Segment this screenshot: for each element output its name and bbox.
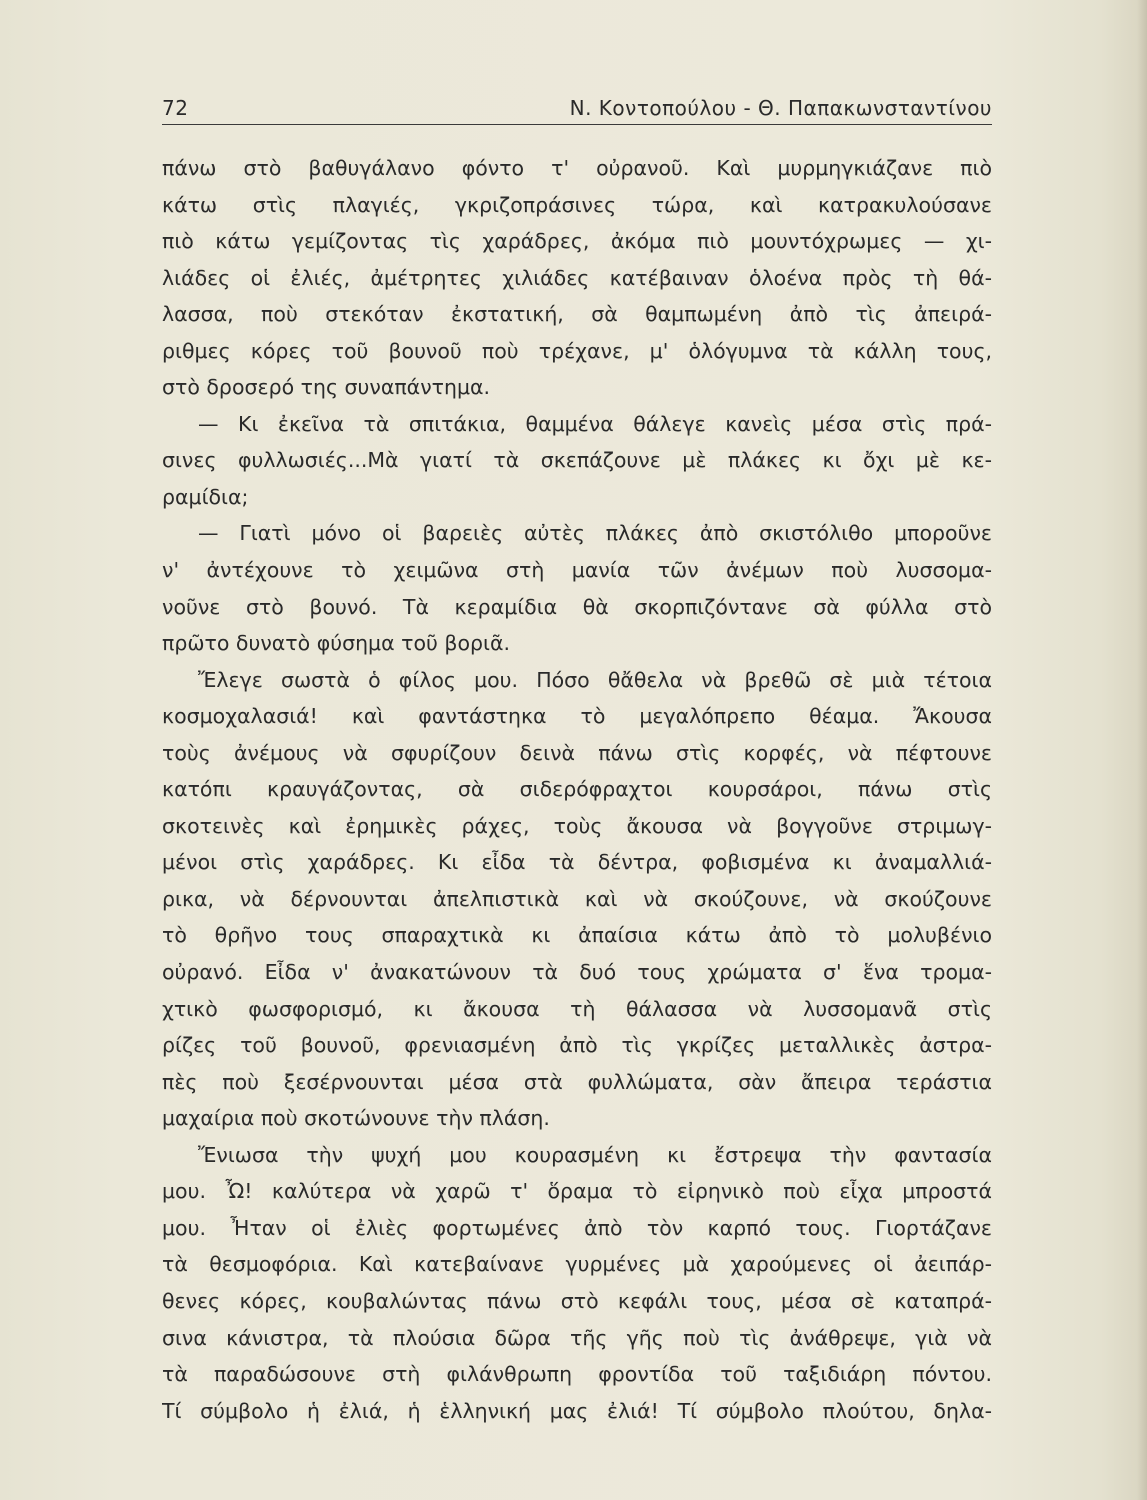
text-line: οὐρανό. Εἶδα ν' ἀνακατώνουν τὰ δυό τους χρώματα σ' ἕνα τρομα- bbox=[162, 960, 992, 985]
text-line: Τί σύμβολο ἡ ἐλιά, ἡ ἑλληνική μας ἐλιά! Τί σύμβολο πλούτου, δηλα- bbox=[162, 1398, 992, 1423]
text-line: τὸ θρῆνο τους σπαραχτικὰ κι ἀπαίσια κάτω ἀπὸ τὸ μολυβένιο bbox=[162, 923, 992, 948]
text-line: σινα κάνιστρα, τὰ πλούσια δῶρα τῆς γῆς ποὺ τὶς ἀνάθρεψε, γιὰ νὰ bbox=[162, 1325, 992, 1350]
text-line: πάνω στὸ βαθυγάλανο φόντο τ' οὐρανοῦ. Καὶ μυρμηγκιάζανε πιὸ bbox=[162, 156, 992, 180]
text-line: θενες κόρες, κουβαλώντας πάνω στὸ κεφάλι τους, μέσα σὲ καταπρά- bbox=[162, 1288, 992, 1313]
text-line: τοὺς ἀνέμους νὰ σφυρίζουν δεινὰ πάνω στὶς κορφές, νὰ πέφτουνε bbox=[162, 740, 992, 765]
page-number: 72 bbox=[162, 96, 189, 120]
text-line: — Γιατὶ μόνο οἱ βαρειὲς αὐτὲς πλάκες ἀπὸ σκιστόλιθο μποροῦνε bbox=[198, 521, 992, 546]
text-line: πὲς ποὺ ξεσέρνουνται μέσα στὰ φυλλώματα, σὰν ἄπειρα τεράστια bbox=[162, 1069, 992, 1094]
running-title: Ν. Κοντοπούλου - Θ. Παπακωνσταντίνου bbox=[569, 96, 992, 120]
text-line: Ἔνιωσα τὴν ψυχή μου κουρασμένη κι ἔστρεψα τὴν φαντασία bbox=[198, 1142, 992, 1167]
body-text bbox=[162, 150, 992, 1429]
text-line: ν' ἀντέχουνε τὸ χειμῶνα στὴ μανία τῶν ἀνέμων ποὺ λυσσομα- bbox=[162, 558, 992, 583]
text-line: — Κι ἐκεῖνα τὰ σπιτάκια, θαμμένα θάλεγε κανεὶς μέσα στὶς πρά- bbox=[198, 411, 992, 436]
text-line: Ἔλεγε σωστὰ ὁ φίλος μου. Πόσο θἄθελα νὰ βρεθῶ σὲ μιὰ τέτοια bbox=[198, 667, 992, 692]
text-line: μου. Ἦταν οἱ ἐλιὲς φορτωμένες ἀπὸ τὸν καρπό τους. Γιορτάζανε bbox=[162, 1215, 992, 1240]
text-line: τὰ θεσμοφόρια. Καὶ κατεβαίνανε γυρμένες μὰ χαρούμενες οἱ ἀειπάρ- bbox=[162, 1252, 992, 1277]
text-line: ριθμες κόρες τοῦ βουνοῦ ποὺ τρέχανε, μ' ὁλόγυμνα τὰ κάλλη τους, bbox=[162, 338, 992, 363]
text-line: ρίζες τοῦ βουνοῦ, φρενιασμένη ἀπὸ τὶς γκρίζες μεταλλικὲς ἀστρα- bbox=[162, 1033, 992, 1058]
text-line: λιάδες οἱ ἐλιές, ἀμέτρητες χιλιάδες κατέβαιναν ὁλοένα πρὸς τὴ θά- bbox=[162, 265, 992, 290]
text-line: μένοι στὶς χαράδρες. Κι εἶδα τὰ δέντρα, φοβισμένα κι ἀναμαλλιά- bbox=[162, 850, 992, 875]
text-line: πιὸ κάτω γεμίζοντας τὶς χαράδρες, ἀκόμα πιὸ μουντόχρωμες — χι- bbox=[162, 229, 992, 254]
text-line: στὸ δροσερό της συναπάντημα. bbox=[162, 375, 491, 400]
text-line: κοσμοχαλασιά! καὶ φαντάστηκα τὸ μεγαλόπρεπο θέαμα. Ἄκουσα bbox=[162, 704, 992, 729]
text-line: κάτω στὶς πλαγιές, γκριζοπράσινες τώρα, καὶ κατρακυλούσανε bbox=[162, 192, 992, 217]
text-line: νοῦνε στὸ βουνό. Τὰ κεραμίδια θὰ σκορπιζόντανε σὰ φύλλα στὸ bbox=[162, 594, 992, 619]
text-line: χτικὸ φωσφορισμό, κι ἄκουσα τὴ θάλασσα νὰ λυσσομανᾶ στὶς bbox=[162, 996, 992, 1021]
text-line: μαχαίρια ποὺ σκοτώνουνε τὴν πλάση. bbox=[162, 1106, 550, 1131]
text-line: σκοτεινὲς καὶ ἐρημικὲς ράχες, τοὺς ἄκουσα νὰ βογγοῦνε στριμωγ- bbox=[162, 813, 992, 838]
text-line: ρικα, νὰ δέρνουνται ἀπελπιστικὰ καὶ νὰ σκούζουνε, νὰ σκούζουνε bbox=[162, 886, 992, 911]
text-line: μου. Ὦ! καλύτερα νὰ χαρῶ τ' ὅραμα τὸ εἰρηνικὸ ποὺ εἶχα μπροστά bbox=[162, 1179, 992, 1204]
text-line: κατόπι κραυγάζοντας, σὰ σιδερόφραχτοι κουρσάροι, πάνω στὶς bbox=[162, 777, 992, 802]
page-header bbox=[162, 96, 992, 126]
text-line: ραμίδια; bbox=[162, 484, 249, 509]
header-rule bbox=[162, 124, 992, 125]
text-line: λασσα, ποὺ στεκόταν ἐκστατική, σὰ θαμπωμένη ἀπὸ τὶς ἀπειρά- bbox=[162, 302, 992, 327]
text-line: σινες φυλλωσιές...Μὰ γιατί τὰ σκεπάζουνε μὲ πλάκες κι ὄχι μὲ κε- bbox=[162, 448, 992, 473]
text-line: πρῶτο δυνατὸ φύσημα τοῦ βοριᾶ. bbox=[162, 631, 510, 656]
page-edge-shadow bbox=[1137, 0, 1147, 1500]
text-line: τὰ παραδώσουνε στὴ φιλάνθρωπη φροντίδα τοῦ ταξιδιάρη πόντου. bbox=[162, 1362, 992, 1387]
